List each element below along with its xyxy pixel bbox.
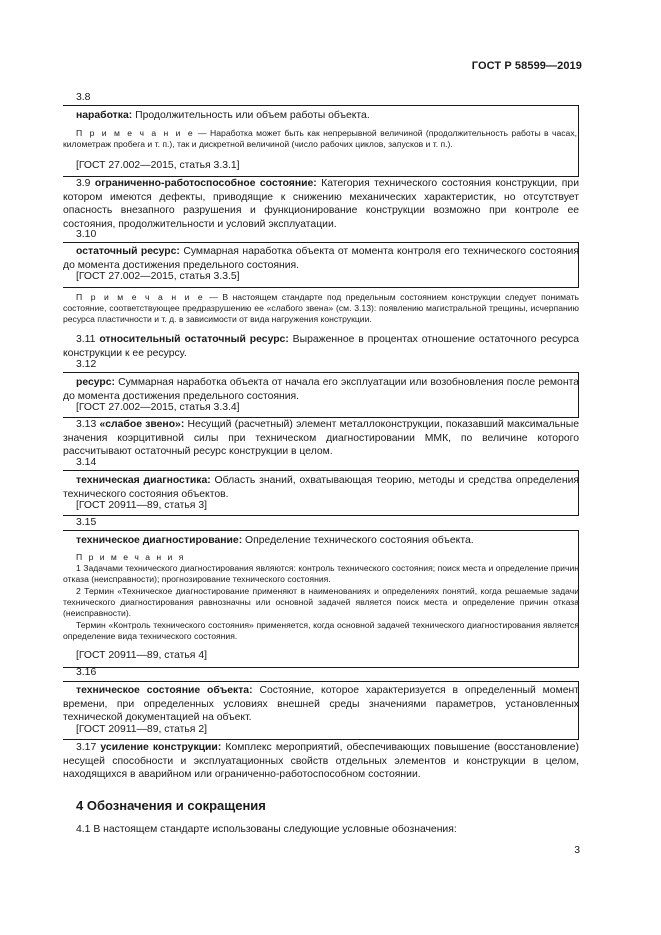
definition-text: Несущий (расчетный) элемент металлоконструкции, показавший максимальные значения коэрцитивной силы при техническом диагностировании ММК, по величине которого рассчитывают остаточный ресурс конструкции в целом. xyxy=(63,419,579,458)
note-3: Термин «Контроль технического состояния» применяется, когда основной задачей технического диагностирования является определение вида технического состояния. xyxy=(63,620,579,642)
clause-3-9 xyxy=(63,177,579,231)
term: остаточный ресурс: xyxy=(76,246,180,257)
term: техническая диагностика: xyxy=(76,475,211,486)
clause-number: 3.10 xyxy=(76,229,97,240)
reference: [ГОСТ 27.002—2015, статья 3.3.5] xyxy=(76,271,240,282)
term: техническое диагностирование: xyxy=(76,535,243,546)
clause-number: 3.11 xyxy=(76,334,96,345)
definition xyxy=(63,109,579,123)
clause-number: 3.8 xyxy=(76,92,91,103)
term: «слабое звено»: xyxy=(99,419,185,430)
note-text: — Наработка может быть как непрерывной величиной (продолжительность работы в часах, километраж пробега и т. п.), так и дискретной величиной (число рабочих циклов, запусков и т. п.). xyxy=(63,128,578,150)
definition-text: Продолжительность или объем работы объекта. xyxy=(132,110,370,121)
reference: [ГОСТ 20911—89, статья 3] xyxy=(76,500,207,511)
note-2: 2 Термин «Техническое диагностирование применяют в наименованиях и определениях понятий, когда решаемые задачи технического диагностирования равнозначны или основной задачей является поиск места и определение причин отказа (неисправности). xyxy=(63,586,579,619)
definition-text: Состояние, которое характеризуется в определенный момент времени, при определенных условиях внешней среды значениями параметров, установленных технической документацией на объект. xyxy=(63,685,579,724)
definition-text: Область знаний, охватывающая теорию, методы и средства определения технического состояния объектов. xyxy=(63,475,579,500)
definition-text: Категория технического состояния конструкции, при котором имеются дефекты, приводящие к снижению механических характеристик, но отсутствует опасность внезапного разрушения и функционирование конструкции возможно при контроле ее состояния, продолжительности и условий эксплуатации. xyxy=(63,178,580,230)
definition xyxy=(63,534,579,548)
paragraph-4-1: 4.1 В настоящем стандарте использованы следующие условные обозначения: xyxy=(76,824,457,835)
clause-number: 3.9 xyxy=(76,178,91,189)
page-number: 3 xyxy=(574,845,580,856)
clause-number: 3.13 xyxy=(76,419,97,430)
reference: [ГОСТ 20911—89, статья 2] xyxy=(76,724,207,735)
clause-3-17 xyxy=(63,741,579,782)
term: техническое состояние объекта: xyxy=(76,685,253,696)
clause-number: 3.15 xyxy=(76,517,97,528)
term: усиление конструкции: xyxy=(100,742,222,753)
note-label: П р и м е ч а н и е xyxy=(76,292,205,302)
term: ресурс: xyxy=(76,377,115,388)
clause-number: 3.17 xyxy=(76,742,97,753)
note-1: 1 Задачами технического диагностирования являются: контроль технического состояния; поиск места и определение причин отказа (неисправности); прогнозирование технического состояния. xyxy=(63,563,579,585)
definition-text: Выраженное в процентах отношение остаточного ресурса конструкции к ее ресурсу. xyxy=(63,334,579,359)
definition xyxy=(63,376,579,403)
note-label: П р и м е ч а н и е xyxy=(76,128,195,138)
definition xyxy=(63,684,579,725)
reference: [ГОСТ 20911—89, статья 4] xyxy=(76,650,207,661)
clause-number: 3.14 xyxy=(76,457,97,468)
definition-text: Суммарная наработка объекта от момента контроля его технического состояния до момента достижения предельного состояния. xyxy=(63,246,579,271)
term: ограниченно-работоспособное состояние: xyxy=(94,178,317,189)
term: относительный остаточный ресурс: xyxy=(99,334,289,345)
clause-number: 3.16 xyxy=(76,667,97,678)
note xyxy=(63,292,579,326)
definition-text: Комплекс мероприятий, обеспечивающих повышение (восстановление) несущей способности и эксплуатационных свойств отдельных элементов и конструкции в целом, находящихся в аварийном или ограниченно-работоспособном состоянии. xyxy=(63,742,579,781)
term: наработка: xyxy=(76,110,133,121)
definition-text: Суммарная наработка объекта от начала его эксплуатации или возобновления после ремонта до момента достижения предельного состояния. xyxy=(63,377,579,402)
reference: [ГОСТ 27.002—2015, статья 3.3.1] xyxy=(76,160,240,171)
note xyxy=(63,128,577,150)
reference: [ГОСТ 27.002—2015, статья 3.3.4] xyxy=(76,402,240,413)
definition-text: Определение технического состояния объекта. xyxy=(242,535,474,546)
note-text: — В настоящем стандарте под предельным состоянием конструкции следует понимать состояние, соответствующее предразрушению ее «слабого звена» (см. 3.13): появлению магистральной трещины, исчерпанию ресурса пластичности и т. д. в зависимости от вида нагружения конструкции. xyxy=(63,292,580,325)
standard-code: ГОСТ Р 58599—2019 xyxy=(471,60,582,72)
section-title: 4 Обозначения и сокращения xyxy=(76,798,266,813)
definition xyxy=(63,474,579,501)
notes-label-text: П р и м е ч а н и я xyxy=(76,552,186,562)
clause-3-13 xyxy=(63,418,579,459)
notes-label xyxy=(63,552,579,563)
clause-number: 3.12 xyxy=(76,359,97,370)
clause-3-11 xyxy=(63,333,579,360)
definition xyxy=(63,245,579,272)
